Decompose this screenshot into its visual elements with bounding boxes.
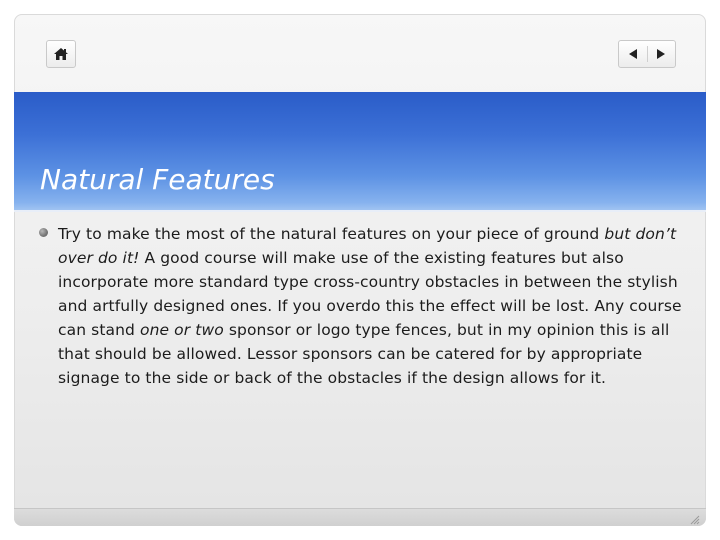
- triangle-left-icon: [628, 48, 638, 60]
- bullet-emphasis: one or two: [140, 321, 224, 339]
- slide-body: [36, 222, 686, 390]
- bullet-text-segment: sponsor or logo type fences, but in my opinion this is all that should be allowed. Lessor sponsors can be catered for by appropriate signage to the side or back of the obstacles if the design allows for it.: [58, 321, 670, 387]
- bullet-emphasis: but don’t over do it!: [58, 225, 677, 267]
- slide: [14, 14, 706, 526]
- bullet-item: [36, 222, 686, 390]
- slide-toolbar: [14, 14, 706, 92]
- bottom-bar: [14, 508, 706, 526]
- resize-grip-icon[interactable]: [688, 513, 700, 525]
- slide-navigation: [618, 40, 676, 68]
- title-divider: [14, 210, 706, 212]
- bullet-text-segment: Try to make the most of the natural features on your piece of ground: [58, 225, 605, 243]
- triangle-right-icon: [656, 48, 666, 60]
- bullet-text-segment: A good course will make use of the existing features but also incorporate more standard type cross-country obstacles in between the stylish and artfully designed ones. If you overdo this the effect will be lost. Any course can stand: [58, 249, 682, 339]
- previous-slide-button[interactable]: [619, 41, 647, 67]
- slide-title: Natural Features: [40, 163, 275, 196]
- bullet-icon: [39, 228, 48, 237]
- bullet-text: [58, 222, 686, 390]
- next-slide-button[interactable]: [648, 41, 676, 67]
- home-button[interactable]: [46, 40, 76, 68]
- home-icon: [53, 47, 69, 61]
